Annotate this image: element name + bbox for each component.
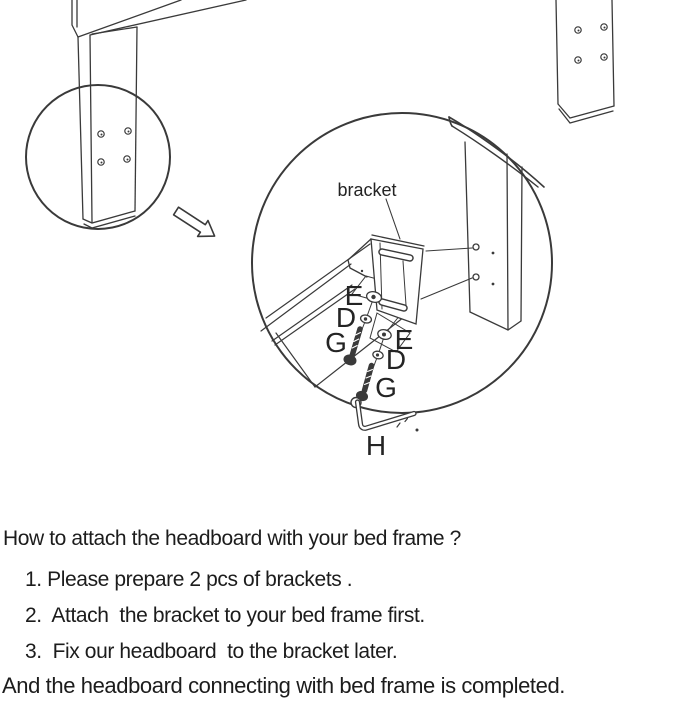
part-label-g2: G	[375, 372, 397, 403]
part-label-d1: D	[335, 302, 357, 333]
instruction-step-3: 3. Fix our headboard to the bracket later.	[25, 640, 398, 663]
allen-key-icon	[358, 402, 419, 432]
leg-screw-holes	[98, 128, 131, 165]
instruction-step-2: 2. Attach the bracket to your bed frame first.	[25, 604, 425, 627]
bedframe-post-figure	[556, 0, 614, 123]
screw-hole	[473, 244, 479, 250]
part-label-e1: E	[344, 280, 364, 311]
instructions-footer: And the headboard connecting with bed frame is completed.	[2, 673, 566, 698]
part-label-h: H	[365, 430, 387, 461]
bracket-detail-figure	[252, 113, 552, 461]
arrow-icon	[174, 207, 215, 236]
instructions-heading: How to attach the headboard with your bed frame ?	[3, 527, 461, 550]
zoom-circle-small	[26, 85, 170, 229]
bracket-label: bracket	[337, 180, 397, 200]
part-label-e2: E	[394, 324, 414, 355]
part-label-d2: D	[385, 344, 407, 375]
headboard-corner-figure	[26, 0, 246, 229]
screw-hole	[473, 274, 479, 280]
bedframe-post-detail	[449, 117, 544, 330]
instruction-step-1: 1. Please prepare 2 pcs of brackets .	[25, 568, 353, 591]
headboard-panel	[72, 0, 246, 37]
part-label-g1: G	[325, 327, 347, 358]
